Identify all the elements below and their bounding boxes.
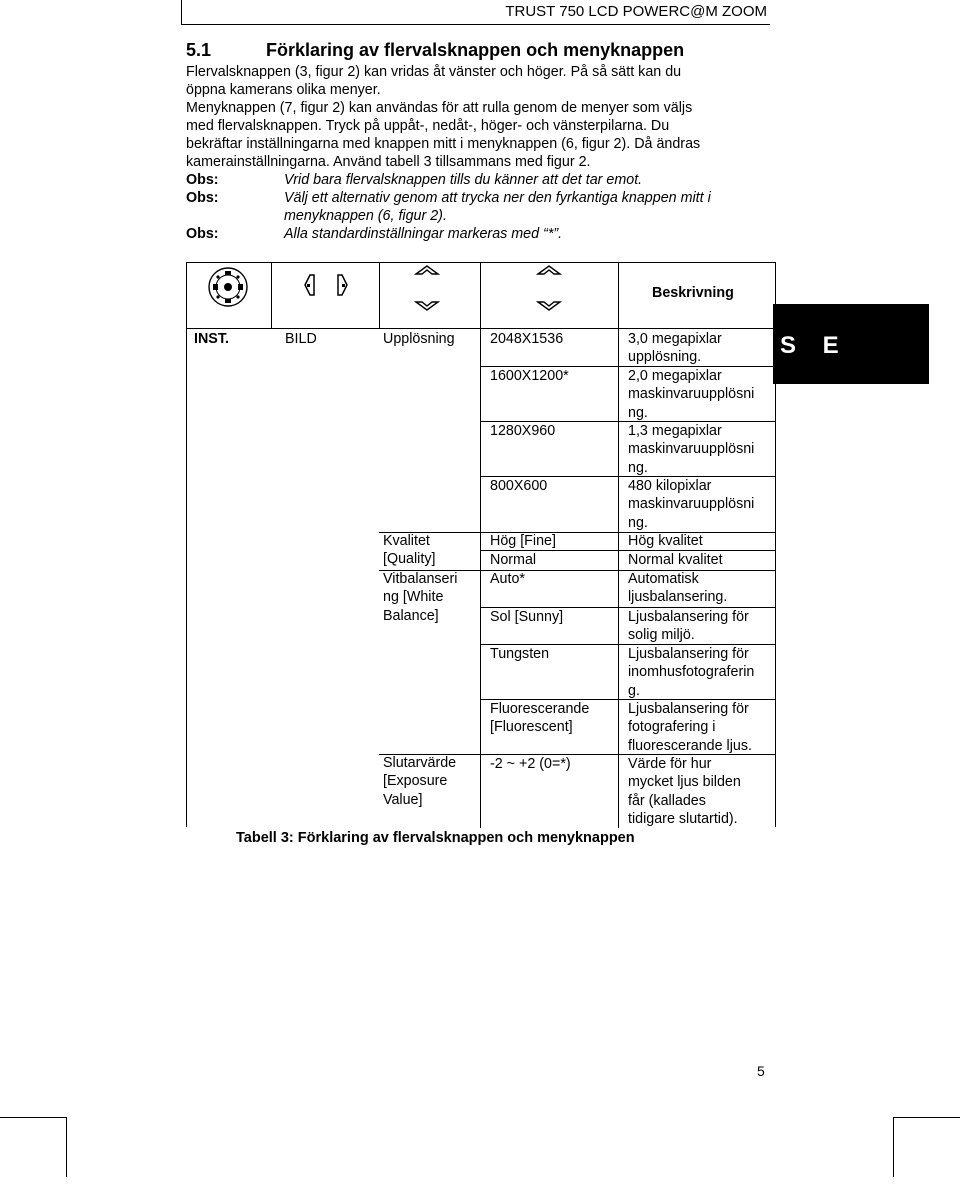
table-column-divider (480, 262, 481, 828)
note-text: Välj ett alternativ genom att trycka ner den fyrkantiga knappen mitt i (284, 190, 711, 206)
note-label: Obs: (186, 172, 219, 188)
option-description: 1,3 megapixlar maskinvaruupplösni ng. (628, 423, 755, 476)
intro-line: Menyknappen (7, figur 2) kan användas för att rulla genom de menyer som väljs (186, 100, 693, 116)
crop-mark (893, 1117, 960, 1118)
description-header: Beskrivning (652, 285, 734, 301)
setting-name: Vitbalanseri ng [White Balance] (383, 571, 458, 624)
mode-dial-icon (207, 266, 249, 308)
header-rule (181, 24, 770, 25)
table-header-divider (186, 328, 776, 329)
intro-line: bekräftar inställningarna med knappen mitt i menyknappen (6, figur 2). Då ändras (186, 136, 701, 152)
up-arrow-icon (414, 264, 440, 276)
down-arrow-icon (414, 300, 440, 312)
settings-table (186, 262, 776, 828)
option-description: 3,0 megapixlar upplösning. (628, 331, 722, 366)
note (186, 225, 766, 243)
option-value: Hög [Fine] (490, 533, 556, 549)
note-text: Alla standardinställningar markeras med “*”. (284, 226, 563, 242)
submenu-cell: BILD (285, 331, 317, 347)
option-value: Tungsten (490, 646, 550, 662)
option-description: Automatisk ljusbalansering. (628, 571, 728, 606)
crop-mark (181, 0, 182, 24)
table-column-divider (618, 262, 619, 828)
option-description: 2,0 megapixlar maskinvaruupplösni ng. (628, 368, 755, 421)
option-value: Fluorescerande [Fluorescent] (490, 701, 590, 736)
option-description: Ljusbalansering för inomhusfotograferin g. (628, 646, 755, 699)
crop-mark (0, 1117, 67, 1118)
section-title: Förklaring av flervalsknappen och menyknappen (266, 40, 685, 60)
option-value: -2 ~ +2 (0=*) (490, 756, 571, 772)
intro-line: kamerainställningarna. Använd tabell 3 tillsammans med figur 2. (186, 154, 591, 170)
table-caption: Tabell 3: Förklaring av flervalsknappen och menyknappen (236, 830, 635, 846)
setting-name: Upplösning (383, 331, 455, 347)
table-column-divider (379, 262, 380, 329)
note-text: menyknappen (6, figur 2). (284, 208, 447, 224)
down-arrow-icon (536, 300, 562, 312)
category-cell: INST. (194, 331, 229, 347)
setting-name: Slutarvärde [Exposure Value] (383, 755, 457, 808)
setting-name: Kvalitet [Quality] (383, 533, 436, 568)
language-tab (773, 304, 929, 384)
option-value: 800X600 (490, 478, 548, 494)
section-heading (186, 40, 684, 61)
option-value: 2048X1536 (490, 331, 564, 347)
intro-line: med flervalsknappen. Tryck på uppåt-, nedåt-, höger- och vänsterpilarna. Du (186, 118, 670, 134)
option-description: Värde för hur mycket ljus bilden får (kallades tidigare slutartid). (628, 756, 741, 827)
intro-line: öppna kamerans olika menyer. (186, 82, 381, 98)
up-arrow-icon (536, 264, 562, 276)
table-column-divider (271, 262, 272, 329)
option-description: 480 kilopixlar maskinvaruupplösni ng. (628, 478, 755, 531)
option-description: Ljusbalansering för solig miljö. (628, 609, 749, 644)
option-value: Sol [Sunny] (490, 609, 564, 625)
section-number: 5.1 (186, 40, 212, 60)
crop-mark (893, 1117, 894, 1177)
option-value: Normal (490, 552, 537, 568)
page-number: 5 (757, 1063, 765, 1079)
language-tab-label: S E (780, 332, 849, 359)
option-description: Ljusbalansering för fotografering i fluorescerande ljus. (628, 701, 752, 754)
note-text: Vrid bara flervalsknappen tills du känner att det tar emot. (284, 172, 643, 188)
intro-line: Flervalsknappen (3, figur 2) kan vridas åt vänster och höger. På så sätt kan du (186, 64, 682, 80)
running-header-title: TRUST 750 LCD POWERC@M ZOOM (505, 3, 767, 20)
option-description: Normal kvalitet (628, 552, 723, 568)
option-value: Auto* (490, 571, 525, 587)
left-right-arrows-icon (302, 273, 350, 297)
option-value: 1280X960 (490, 423, 556, 439)
note-label: Obs: (186, 190, 219, 206)
note-label: Obs: (186, 226, 219, 242)
note (186, 189, 766, 225)
option-value: 1600X1200* (490, 368, 569, 384)
option-description: Hög kvalitet (628, 533, 703, 549)
table-row-divider (379, 532, 776, 533)
crop-mark (66, 1117, 67, 1177)
note (186, 171, 766, 189)
body-text (186, 63, 766, 243)
